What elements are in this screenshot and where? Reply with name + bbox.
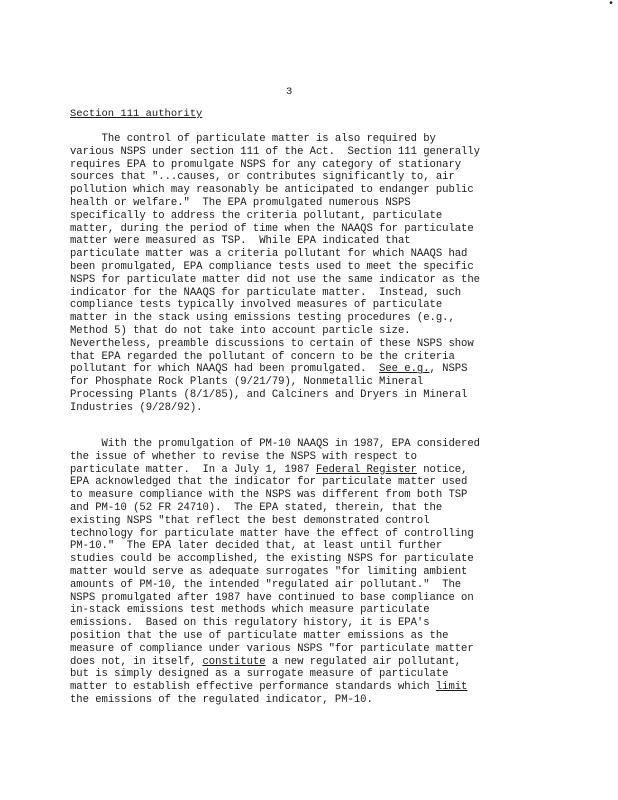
text-line xyxy=(70,235,540,248)
text-run: for Phosphate Rock Plants (9/21/79), Nonmetallic Mineral xyxy=(70,376,424,389)
text-line xyxy=(70,566,540,579)
text-line xyxy=(70,630,540,643)
text-line xyxy=(70,464,540,477)
underlined-text: Federal Register xyxy=(316,463,417,476)
text-run: requires EPA to promulgate NSPS for any category of stationary xyxy=(70,158,462,171)
text-line xyxy=(70,389,540,402)
text-line xyxy=(70,681,540,694)
text-line xyxy=(70,146,540,159)
corner-mark: • xyxy=(607,0,614,10)
text-line xyxy=(70,617,540,630)
text-line xyxy=(70,223,540,236)
text-run: various NSPS under section 111 of the Act. Section 111 generally xyxy=(70,145,480,158)
text-run: matter were measured as TSP. While EPA indicated that xyxy=(70,235,411,248)
text-line xyxy=(70,604,540,617)
text-line xyxy=(70,579,540,592)
text-run: particulate matter was a criteria pollutant for which NAAQS had xyxy=(70,248,468,261)
text-line xyxy=(70,274,540,287)
text-line xyxy=(70,312,540,325)
text-run: The control of particulate matter is also required by xyxy=(70,133,436,145)
text-line xyxy=(70,476,540,489)
text-line xyxy=(70,528,540,541)
page-number: 3 xyxy=(286,86,293,98)
text-run: PM-10." The EPA later decided that, at least until further xyxy=(70,540,443,553)
text-run: particulate matter. In a July 1, 1987 xyxy=(70,463,316,476)
text-run: amounts of PM-10, the intended "regulated air pollutant." The xyxy=(70,578,462,591)
text-line xyxy=(70,515,540,528)
text-run: Industries (9/28/92). xyxy=(70,401,203,414)
text-line xyxy=(70,363,540,376)
text-run: Processing Plants (8/1/85), and Calciners and Dryers in Mineral xyxy=(70,388,468,401)
text-run: Nevertheless, preamble discussions to certain of these NSPS show xyxy=(70,337,474,350)
text-line xyxy=(70,248,540,261)
text-run: and PM-10 (52 FR 24710). The EPA stated, therein, that the xyxy=(70,501,443,514)
text-run: , NSPS xyxy=(429,363,468,376)
text-run: pollution which may reasonably be anticipated to endanger public xyxy=(70,184,474,197)
text-line xyxy=(70,553,540,566)
text-line xyxy=(70,171,540,184)
text-run: position that the use of particulate matter emissions as the xyxy=(70,629,449,642)
text-run: EPA acknowledged that the indicator for particulate matter used xyxy=(70,476,468,489)
text-run: in-stack emissions test methods which measure particulate xyxy=(70,604,430,617)
text-run: NSPS for particulate matter did not use the same indicator as the xyxy=(70,273,480,286)
text-run: existing NSPS "that reflect the best demonstrated control xyxy=(70,514,430,527)
text-line xyxy=(70,643,540,656)
text-run: to measure compliance with the NSPS was different from both TSP xyxy=(70,489,468,502)
paragraph-pm10-promulgation xyxy=(70,438,540,707)
text-run: does not, in itself, xyxy=(70,655,203,668)
text-line xyxy=(70,438,540,451)
text-line xyxy=(70,338,540,351)
text-line xyxy=(70,261,540,274)
text-run: notice, xyxy=(416,463,468,476)
text-run: the issue of whether to revise the NSPS with respect to xyxy=(70,450,417,463)
section-heading: Section 111 authority xyxy=(70,108,203,120)
text-line xyxy=(70,502,540,515)
text-run: pollutant for which NAAQS had been promulgated. xyxy=(70,363,380,376)
text-line xyxy=(70,133,540,146)
text-run: that EPA regarded the pollutant of concern to be the criteria xyxy=(70,350,455,363)
text-line xyxy=(70,656,540,669)
text-run: matter, during the period of time when the NAAQS for particulate xyxy=(70,222,474,235)
text-line xyxy=(70,287,540,300)
text-run: been promulgated, EPA compliance tests used to meet the specific xyxy=(70,260,474,273)
text-line xyxy=(70,489,540,502)
text-line xyxy=(70,184,540,197)
text-line xyxy=(70,351,540,364)
text-run: emissions. Based on this regulatory history, it is EPA's xyxy=(70,617,430,630)
text-line xyxy=(70,159,540,172)
text-line xyxy=(70,325,540,338)
text-line xyxy=(70,694,540,707)
text-line xyxy=(70,451,540,464)
text-run: health or welfare." The EPA promulgated numerous NSPS xyxy=(70,196,411,209)
text-run: matter to establish effective performance standards which xyxy=(70,681,436,694)
text-run: Method 5) that do not take into account particle size. xyxy=(70,324,411,337)
text-line xyxy=(70,540,540,553)
text-run: but is simply designed as a surrogate measure of particulate xyxy=(70,668,449,681)
text-run: matter would serve as adequate surrogates "for limiting ambient xyxy=(70,565,468,578)
paragraph-nsps-history xyxy=(70,133,540,415)
text-line xyxy=(70,299,540,312)
text-line xyxy=(70,197,540,210)
text-run: measure of compliance under various NSPS "for particulate matter xyxy=(70,642,474,655)
underlined-text: limit xyxy=(435,681,468,694)
text-run: indicator for the NAAQS for particulate matter. Instead, such xyxy=(70,286,462,299)
text-run: studies could be accomplished, the existing NSPS for particulate xyxy=(70,553,474,566)
text-run: technology for particulate matter have the effect of controlling xyxy=(70,527,474,540)
underlined-text: constitute xyxy=(202,655,266,668)
text-line xyxy=(70,210,540,223)
text-run: compliance tests typically involved measures of particulate xyxy=(70,299,443,312)
text-line xyxy=(70,668,540,681)
text-run: the emissions of the regulated indicator, PM-10. xyxy=(70,693,373,706)
text-run: specifically to address the criteria pollutant, particulate xyxy=(70,209,443,222)
text-run: sources that "...causes, or contributes significantly to, air xyxy=(70,171,455,184)
text-run: With the promulgation of PM-10 NAAQS in 1987, EPA considered xyxy=(70,438,480,450)
underlined-text: See e.g. xyxy=(379,363,430,376)
text-run: a new regulated air pollutant, xyxy=(265,655,462,668)
text-line xyxy=(70,376,540,389)
text-run: NSPS promulgated after 1987 have continued to base compliance on xyxy=(70,591,474,604)
text-line xyxy=(70,592,540,605)
text-run: matter in the stack using emissions testing procedures (e.g., xyxy=(70,312,455,325)
text-line xyxy=(70,402,540,415)
